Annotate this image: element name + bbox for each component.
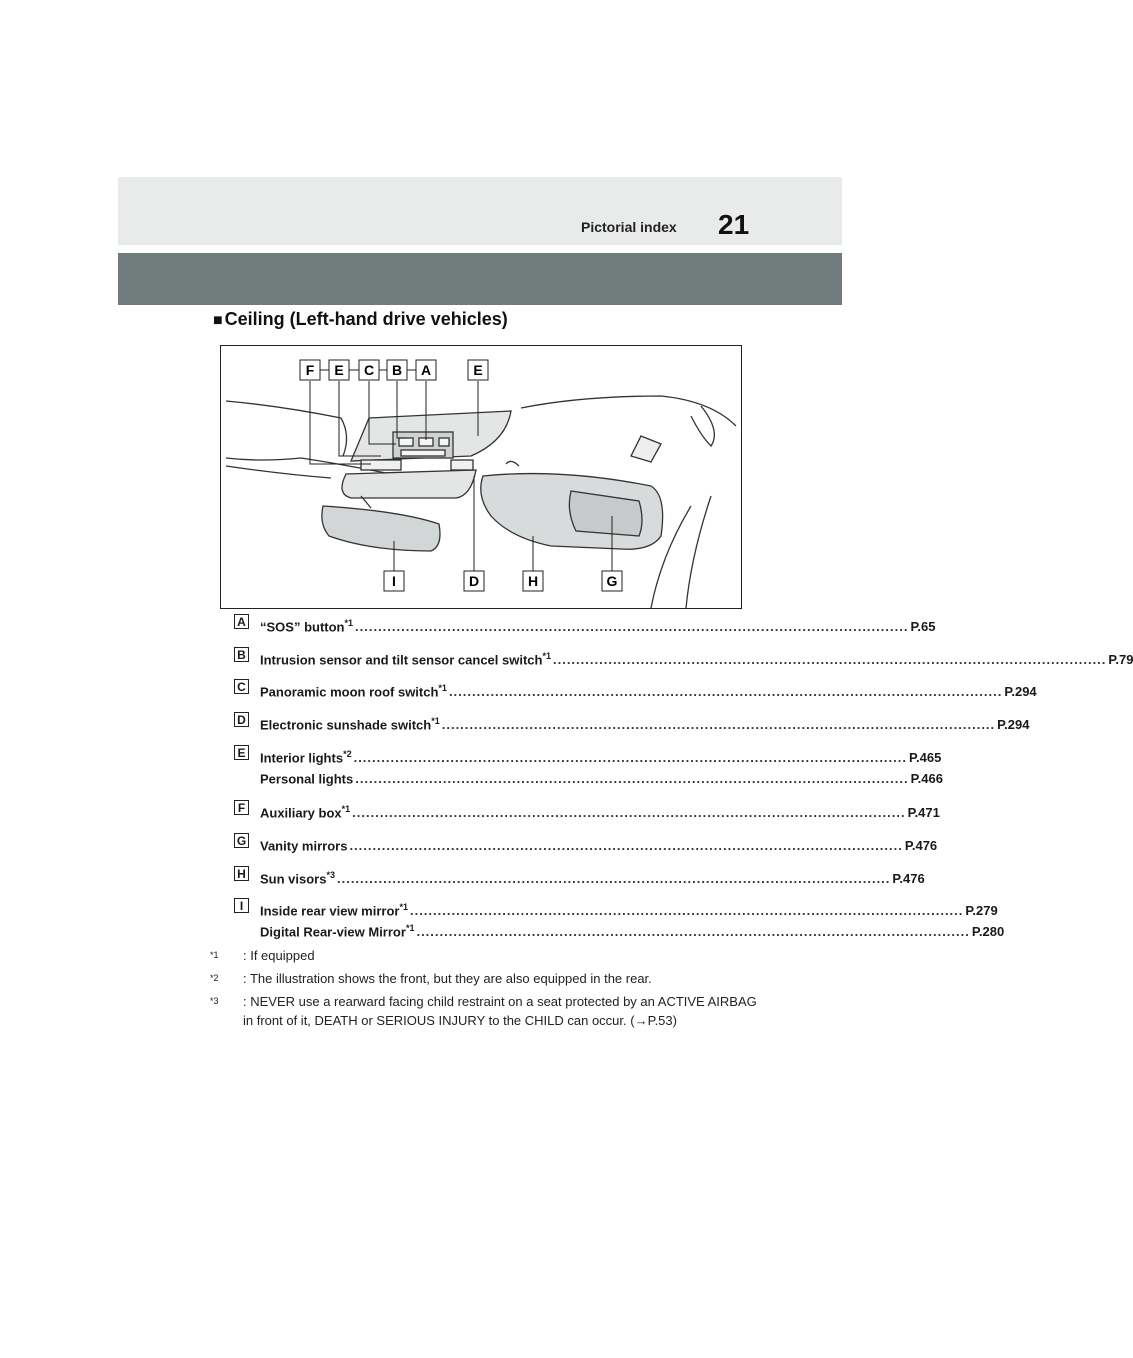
item-label: Inside rear view mirror$^{*1}$ (260, 902, 408, 919)
callout-top-2: E (334, 362, 344, 378)
leader-dots: ........................................................................................................................ (552, 652, 1107, 668)
item-page-link[interactable]: P.471 (907, 805, 940, 821)
ceiling-diagram (221, 346, 741, 608)
leader-dots: ........................................................................................................................ (353, 750, 907, 766)
item-label: “SOS” button$^{*1}$ (260, 618, 354, 635)
item-badge: F (234, 800, 249, 815)
callout-top-6: E (473, 362, 483, 378)
section-title (213, 309, 508, 330)
bottom-callouts (384, 571, 622, 591)
item-badge: E (234, 745, 249, 760)
leader-dots: ........................................................................................................................ (409, 903, 964, 919)
leader-dots: ........................................................................................................................ (355, 771, 909, 787)
item-row (260, 683, 1037, 701)
section-title-text: Ceiling (Left-hand drive vehicles) (224, 309, 508, 329)
callout-top-5: A (420, 362, 432, 378)
item-row (260, 870, 925, 888)
item-row (260, 804, 940, 822)
callout-bottom-4: G (606, 573, 618, 589)
item-page-link[interactable]: P.466 (910, 771, 943, 787)
roof-line (226, 401, 341, 418)
item-page-link[interactable]: P.280 (971, 924, 1005, 940)
ceiling-illustration (220, 345, 742, 609)
item-page-link[interactable]: P.65 (910, 619, 936, 635)
item-label: Sun visors$^{*3}$ (260, 870, 335, 887)
item-row (260, 837, 938, 855)
item-page-link[interactable]: P.476 (892, 871, 925, 887)
item-page-link[interactable]: P.465 (909, 750, 942, 766)
footnote (210, 992, 770, 1030)
item-label: Digital Rear-view Mirror$^{*1}$ (260, 923, 415, 940)
item-page-link[interactable]: P.294 (997, 717, 1030, 733)
item-page-link[interactable]: P.294 (1004, 684, 1037, 700)
item-row (260, 716, 1030, 734)
item-row (260, 902, 998, 920)
item-page-link[interactable]: P.279 (965, 903, 998, 919)
item-badge: C (234, 679, 249, 694)
footnote-marker: *1 (210, 950, 219, 960)
item-row (260, 651, 1133, 669)
callout-top-1: F (305, 362, 315, 378)
footnote (210, 946, 770, 965)
item-row (260, 923, 1005, 941)
leader-dots: ........................................................................................................................ (416, 924, 970, 940)
item-row (260, 618, 936, 636)
rear-view-mirror (322, 506, 440, 551)
item-row (260, 749, 942, 767)
item-label: Intrusion sensor and tilt sensor cancel switch$^{*1}$ (260, 651, 551, 668)
callout-bottom-1: I (392, 573, 396, 589)
item-page-link[interactable]: P.79 (1108, 652, 1133, 668)
item-badge: B (234, 647, 249, 662)
item-badge: G (234, 833, 249, 848)
footnote-marker: *3 (210, 996, 219, 1006)
section-marker-icon: ■ (213, 312, 223, 329)
item-badge: H (234, 866, 249, 881)
footnote-marker: *2 (210, 973, 219, 983)
leader-dots: ........................................................................................................................ (441, 717, 996, 733)
header-band (118, 253, 842, 305)
item-label: Vanity mirrors (260, 838, 348, 854)
item-label: Interior lights$^{*2}$ (260, 749, 352, 766)
footnote-text: : The illustration shows the front, but they are also equipped in the rear. (243, 971, 652, 986)
item-label: Personal lights (260, 771, 354, 787)
item-badge: I (234, 898, 249, 913)
callout-top-4: B (391, 362, 403, 378)
console-lower (342, 470, 476, 498)
leader-dots: ........................................................................................................................ (355, 619, 909, 635)
item-badge: D (234, 712, 249, 727)
callout-bottom-3: H (527, 573, 539, 589)
header-section-title: Pictorial index (581, 219, 677, 235)
item-label: Auxiliary box$^{*1}$ (260, 804, 351, 821)
page-number: 21 (718, 209, 750, 240)
footnote-text: : NEVER use a rearward facing child restraint on a seat protected by an ACTIVE AIRBAG in front of it, DEATH or SERIOUS INJURY to the CHILD can occur. (→P.53) (243, 994, 757, 1028)
callout-bottom-2: D (468, 573, 480, 589)
leader-dots: ........................................................................................................................ (336, 871, 891, 887)
item-badge: A (234, 614, 249, 629)
footnote (210, 969, 770, 988)
item-label: Electronic sunshade switch$^{*1}$ (260, 716, 440, 733)
item-page-link[interactable]: P.476 (904, 838, 938, 854)
leader-dots: ........................................................................................................................ (349, 838, 903, 854)
footnote-text: : If equipped (243, 948, 315, 963)
item-row (260, 770, 943, 788)
footnotes (210, 946, 770, 1034)
leader-dots: ........................................................................................................................ (448, 684, 1003, 700)
item-label: Panoramic moon roof switch$^{*1}$ (260, 683, 447, 700)
leader-dots: ........................................................................................................................ (352, 805, 906, 821)
callout-top-3: C (363, 362, 375, 378)
